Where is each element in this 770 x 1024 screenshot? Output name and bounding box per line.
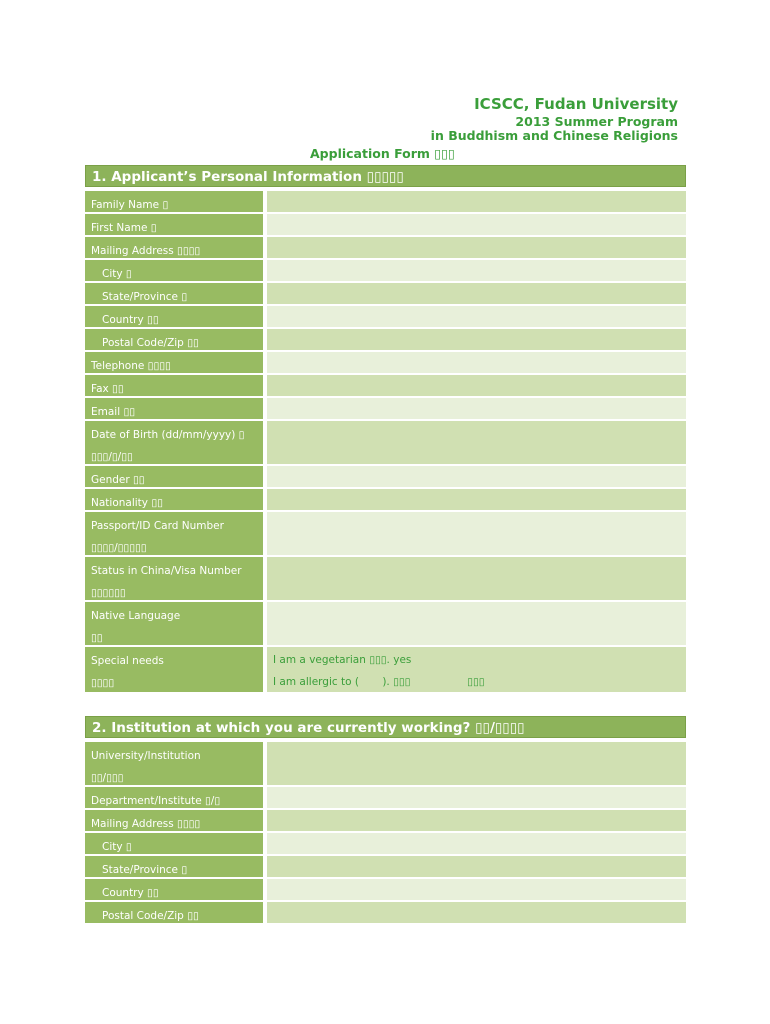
row-telephone <box>85 352 686 373</box>
field-label-line2: ▯▯/▯▯▯ <box>91 772 124 784</box>
row-department <box>85 787 686 808</box>
field-label: Nationality ▯▯ <box>85 489 263 510</box>
university-field[interactable] <box>267 742 686 785</box>
field-label-line1: Date of Birth (dd/mm/yyyy) ▯ <box>91 429 245 441</box>
field-label-line2: ▯▯▯/▯/▯▯ <box>91 451 133 463</box>
field-label-line2: ▯▯▯▯▯▯ <box>91 587 126 599</box>
row-first-name <box>85 214 686 235</box>
row-country <box>85 306 686 327</box>
row-institution-postal-code <box>85 902 686 923</box>
row-postal-code <box>85 329 686 350</box>
institution-state-field[interactable] <box>267 856 686 877</box>
field-label-line2: ▯▯▯▯ <box>91 677 115 689</box>
row-visa-status <box>85 557 686 600</box>
row-institution-state <box>85 856 686 877</box>
row-email <box>85 398 686 419</box>
section-title: 2. Institution at which you are currently working? ▯▯/▯▯▯▯ <box>85 716 686 738</box>
row-state-province <box>85 283 686 304</box>
field-label: Country ▯▯ <box>85 306 263 327</box>
field-label: First Name ▯ <box>85 214 263 235</box>
field-label: Mailing Address ▯▯▯▯ <box>85 810 263 831</box>
field-label: Telephone ▯▯▯▯ <box>85 352 263 373</box>
row-nationality <box>85 489 686 510</box>
institution-country-field[interactable] <box>267 879 686 900</box>
gender-field[interactable] <box>267 466 686 487</box>
program-title: 2013 Summer Program <box>515 114 678 129</box>
field-label-line2: ▯▯▯▯/▯▯▯▯▯ <box>91 542 147 554</box>
native-language-field[interactable] <box>267 602 686 645</box>
field-label: Postal Code/Zip ▯▯ <box>85 902 263 923</box>
field-label-line1: University/Institution <box>91 750 201 762</box>
state-province-field[interactable] <box>267 283 686 304</box>
field-label: Email ▯▯ <box>85 398 263 419</box>
field-label-line1: Special needs <box>91 655 164 667</box>
allergy-option[interactable]: I am allergic to ( ). ▯▯▯ ▯▯▯ <box>273 676 485 688</box>
application-form-heading: Application Form ▯▯▯ <box>310 146 455 161</box>
family-name-field[interactable] <box>267 191 686 212</box>
first-name-field[interactable] <box>267 214 686 235</box>
university-title: ICSCC, Fudan University <box>474 95 678 113</box>
field-label <box>85 647 263 692</box>
field-label: Mailing Address ▯▯▯▯ <box>85 237 263 258</box>
row-city <box>85 260 686 281</box>
row-gender <box>85 466 686 487</box>
row-institution-mailing-address <box>85 810 686 831</box>
institution-city-field[interactable] <box>267 833 686 854</box>
vegetarian-option[interactable]: I am a vegetarian ▯▯▯. yes <box>273 654 412 666</box>
mailing-address-field[interactable] <box>267 237 686 258</box>
field-label <box>85 512 263 555</box>
row-passport <box>85 512 686 555</box>
postal-code-field[interactable] <box>267 329 686 350</box>
row-date-of-birth <box>85 421 686 464</box>
field-label-line1: Native Language <box>91 610 181 622</box>
telephone-field[interactable] <box>267 352 686 373</box>
field-label: City ▯ <box>85 260 263 281</box>
city-field[interactable] <box>267 260 686 281</box>
row-special-needs <box>85 647 686 692</box>
field-label <box>85 742 263 785</box>
field-label-line1: Passport/ID Card Number <box>91 520 224 532</box>
field-label: Department/Institute ▯/▯ <box>85 787 263 808</box>
field-label <box>85 421 263 464</box>
visa-status-field[interactable] <box>267 557 686 600</box>
fax-field[interactable] <box>267 375 686 396</box>
email-field[interactable] <box>267 398 686 419</box>
nationality-field[interactable] <box>267 489 686 510</box>
section-institution <box>85 716 686 922</box>
field-label: City ▯ <box>85 833 263 854</box>
row-mailing-address <box>85 237 686 258</box>
field-label: Gender ▯▯ <box>85 466 263 487</box>
program-subtitle: in Buddhism and Chinese Religions <box>430 128 678 143</box>
row-fax <box>85 375 686 396</box>
field-label: State/Province ▯ <box>85 283 263 304</box>
field-label: Family Name ▯ <box>85 191 263 212</box>
field-label: Fax ▯▯ <box>85 375 263 396</box>
field-label <box>85 557 263 600</box>
institution-postal-code-field[interactable] <box>267 902 686 923</box>
field-label-line1: Status in China/Visa Number <box>91 565 242 577</box>
row-university <box>85 742 686 785</box>
row-native-language <box>85 602 686 645</box>
department-field[interactable] <box>267 787 686 808</box>
field-label-line2: ▯▯ <box>91 632 103 644</box>
field-label: Country ▯▯ <box>85 879 263 900</box>
field-label: Postal Code/Zip ▯▯ <box>85 329 263 350</box>
row-institution-city <box>85 833 686 854</box>
row-institution-country <box>85 879 686 900</box>
institution-mailing-address-field[interactable] <box>267 810 686 831</box>
section-title: 1. Applicant’s Personal Information ▯▯▯▯▯ <box>85 165 686 187</box>
field-label <box>85 602 263 645</box>
special-needs-field[interactable] <box>267 647 686 692</box>
section-personal-information <box>85 165 686 689</box>
field-label: State/Province ▯ <box>85 856 263 877</box>
passport-field[interactable] <box>267 512 686 555</box>
row-family-name <box>85 191 686 212</box>
country-field[interactable] <box>267 306 686 327</box>
date-of-birth-field[interactable] <box>267 421 686 464</box>
